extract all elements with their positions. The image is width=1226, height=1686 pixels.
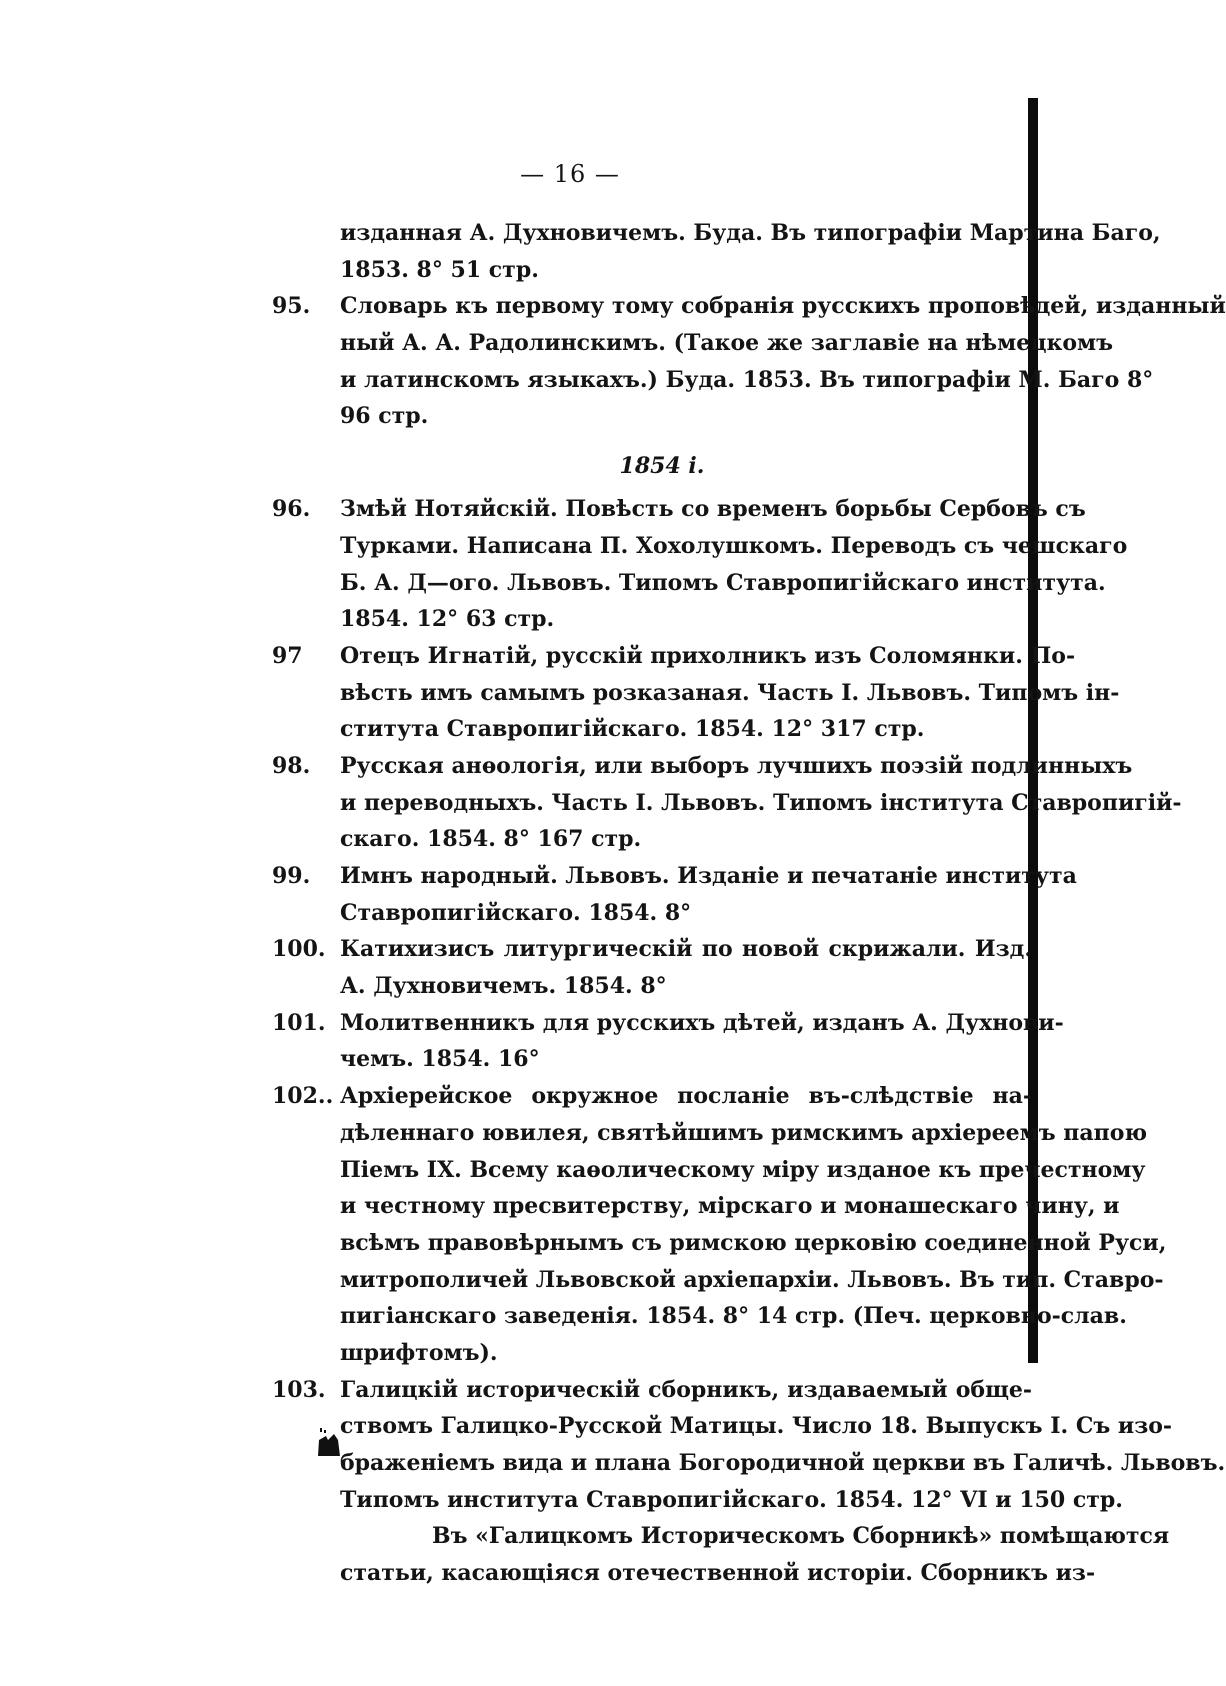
entry-first-line	[272, 494, 1086, 531]
entry-line	[272, 971, 1032, 1008]
entry-text: А. Духновичемъ. 1854. 8°	[340, 973, 667, 1000]
entry-line	[272, 1301, 1127, 1338]
entry-line	[272, 328, 1114, 365]
entry-text: Архіерейское окружное посланіе въ-слѣдствіе на-	[340, 1083, 1032, 1110]
entry-line	[272, 604, 1032, 641]
page-number: — 16 —	[520, 160, 620, 188]
entry-text: статьи, касающіяся отечественной исторіи. Сборникъ из-	[340, 1560, 1096, 1587]
entry-text: ствомъ Галицко-Русской Матицы. Число 18. Выпускъ I. Съ изо-	[340, 1413, 1173, 1440]
entry-text: и переводныхъ. Часть I. Львовъ. Типомъ інститута Ставропигій-	[340, 789, 1182, 816]
entry-line	[272, 824, 1032, 861]
entry-first-line	[272, 934, 1032, 971]
entry-text: Галицкій историческій сборникъ, издаваемый обще-	[340, 1376, 1032, 1403]
entry-text: браженіемъ вида и плана Богородичной церкви въ Галичѣ. Львовъ.	[340, 1450, 1226, 1476]
entry-first-line	[272, 641, 1076, 678]
entry-first-line	[272, 1375, 1032, 1412]
entry-text: Русская анѳологія, или выборъ лучшихъ поэзій подлинныхъ	[340, 752, 1133, 779]
entry-text: 1853. 8° 51 стр.	[340, 256, 539, 283]
entry-number: 95.	[272, 293, 311, 320]
entry-text: Піемъ IX. Всему каѳолическому міру изданое къ пречестному	[340, 1156, 1146, 1183]
entry-number: 96.	[272, 496, 311, 523]
entry-text: Б. А. Д—ого. Львовъ. Типомъ Ставропигійскаго института.	[340, 569, 1106, 596]
entry-number: 97	[272, 642, 303, 669]
entry-text: чемъ. 1854. 16°	[340, 1046, 540, 1073]
entry-number: 102..	[272, 1083, 334, 1110]
entry-line	[272, 531, 1128, 568]
entry-text: дѣленнаго ювилея, святѣйшимъ римскимъ архіереемъ папою	[340, 1119, 1147, 1146]
entry-text: ный А. А. Радолинскимъ. (Такое же заглавіе на нѣмецкомъ	[340, 330, 1114, 357]
entry-text: 1854. 12° 63 стр.	[340, 606, 555, 633]
entry-line	[272, 1265, 1164, 1302]
entry-text: Катихизисъ литургическій по новой скрижали. Изд.	[340, 936, 1032, 963]
entry-text: скаго. 1854. 8° 167 стр.	[340, 826, 642, 853]
entry-line	[272, 365, 1154, 402]
entry-text: ститута Ставропигійскаго. 1854. 12° 317 стр.	[340, 716, 925, 743]
entry-line	[272, 568, 1106, 605]
year-heading: 1854 і.	[619, 453, 705, 480]
entry-line	[272, 1191, 1120, 1228]
entry-text: Молитвенникъ для русскихъ дѣтей, изданъ А. Духнови-	[340, 1009, 1064, 1036]
entry-text: изданная А. Духновичемъ. Буда. Въ типографіи Мартина Баго,	[340, 220, 1161, 246]
entry-text: Змѣй Нотяйскій. Повѣсть со временъ борьбы Сербовъ съ	[340, 496, 1086, 523]
entry-first-line	[272, 1008, 1064, 1045]
entry-text: 96 стр.	[340, 403, 429, 430]
entry-text: Ставропигійскаго. 1854. 8°	[340, 899, 692, 926]
entry-line	[272, 1411, 1173, 1448]
entry-text: шрифтомъ).	[340, 1339, 498, 1366]
entry-text: Въ «Галицкомъ Историческомъ Сборникѣ» помѣщаются	[432, 1523, 1170, 1550]
entry-line	[272, 1228, 1167, 1265]
entry-line	[272, 1118, 1147, 1155]
entry-text: и латинскомъ языкахъ.) Буда. 1853. Въ типографіи М. Баго 8°	[340, 366, 1154, 393]
entry-number: 100.	[272, 936, 326, 963]
entry-line	[272, 1558, 1096, 1595]
entry-first-line	[272, 291, 1226, 328]
entry-number: 99.	[272, 863, 311, 889]
entry-line	[272, 1485, 1123, 1522]
entry-text: Турками. Написана П. Хохолушкомъ. Переводъ съ чешскаго	[340, 532, 1128, 559]
entry-line	[272, 1448, 1226, 1485]
entry-text: Словарь къ первому тому собранія русскихъ проповѣдей, изданный	[340, 293, 1226, 320]
entry-text: и честному пресвитерству, мірскаго и монашескаго чину, и	[340, 1193, 1120, 1220]
entry-first-line	[272, 751, 1133, 788]
entry-number: 98.	[272, 752, 311, 779]
entry-line	[272, 1155, 1146, 1192]
entry-number: 101.	[272, 1009, 326, 1036]
entry-line	[272, 1521, 1170, 1558]
bibliography-text	[272, 218, 1226, 1595]
entry-first-line	[272, 861, 1077, 898]
entry-line	[272, 255, 1032, 292]
entry-line	[272, 678, 1120, 715]
entry-text: Отецъ Игнатій, русскій прихолникъ изъ Соломянки. По-	[340, 642, 1076, 669]
entry-text: Имнъ народный. Львовъ. Изданіе и печатаніе института	[340, 863, 1077, 889]
entry-text: пигіанскаго заведенія. 1854. 8° 14 стр. (Печ. церковно-слав.	[340, 1303, 1127, 1330]
entry-number: 103.	[272, 1376, 326, 1403]
entry-line	[272, 788, 1182, 825]
entry-text: всѣмъ правовѣрнымъ съ римскою церковію соединенной Руси,	[340, 1229, 1167, 1256]
library-stamp-icon	[316, 1426, 342, 1460]
entry-line	[272, 401, 1032, 438]
entry-text: Типомъ института Ставропигійскаго. 1854. 12° VI и 150 стр.	[340, 1486, 1123, 1513]
entry-line	[272, 714, 1032, 751]
entry-line	[272, 1338, 1032, 1375]
entry-line	[272, 898, 1032, 935]
entry-text: вѣсть имъ самымъ розказаная. Часть I. Львовъ. Типомъ ін-	[340, 679, 1120, 706]
entry-first-line	[272, 1081, 1032, 1118]
entry-line	[272, 218, 1161, 255]
entry-line	[272, 1044, 1032, 1081]
entry-text: митрополичей Львовской архіепархіи. Львовъ. Въ тип. Ставро-	[340, 1266, 1164, 1293]
